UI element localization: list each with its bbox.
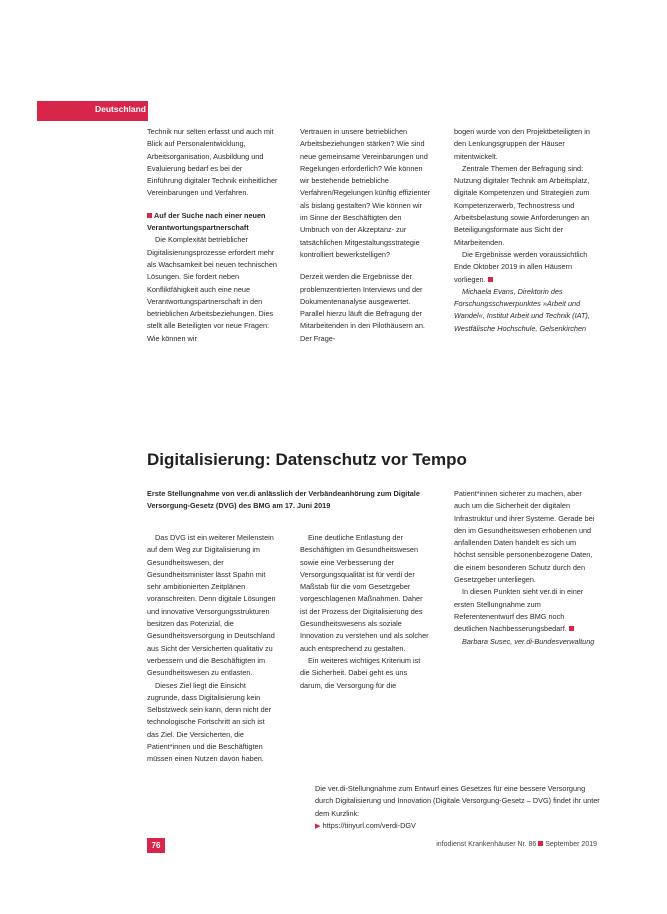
arrow-right-icon: ▶ (315, 820, 321, 830)
article-headline: Digitalisierung: Datenschutz vor Tempo (147, 450, 467, 469)
square-bullet-icon (147, 213, 152, 218)
square-separator-icon (538, 841, 543, 846)
link-note (315, 783, 605, 832)
paragraph-text: Die Ergebnisse werden voraussichtlich Ende Oktober 2019 in allen Häusern vorliegen. (454, 249, 588, 284)
paragraph-text: In diesen Punkten sieht ver.di in einer ersten Stellungnahme zum Referentenentwurf des BMG noch deutlichen Nachbesserungsbedarf. (454, 587, 584, 634)
paragraph: Ein weiteres wichtiges Kriterium ist die Sicherheit. Dabei geht es uns darum, die Versorgung für die (300, 655, 421, 690)
page-number: 76 (147, 838, 165, 853)
author-credit: Barbara Susec, ver.di-Bundesverwaltung (462, 636, 595, 646)
paragraph (454, 249, 599, 286)
article2-column-2 (300, 532, 431, 692)
subheading-text: Auf der Suche nach einer neuen Verantwortungspartnerschaft (147, 210, 266, 233)
article-column-1 (147, 126, 278, 345)
article-lead: Erste Stellungnahme von ver.di anlässlich der Verbändeanhörung zum Digitale Versorgung-Gesetz (DVG) des BMG am 17. Juni 2019 (147, 489, 420, 511)
publication-name: infodienst Krankenhäuser Nr. 86 (436, 841, 537, 848)
footer (436, 841, 597, 848)
paragraph: Derzeit werden die Ergebnisse der problemzentrierten Interviews und der Dokumentenanalyse ausgewertet. Parallel hierzu läuft die Befragung der Mitarbeitenden in den Pilothäusern an. Der Frage- (300, 272, 425, 343)
paragraph: Das DVG ist ein weiterer Meilenstein auf dem Weg zur Digitalisierung im Gesundheitswesen, der Gesundheitsminister lässt Spahn mit sehr ambitionierten Zeitplänen voranschreiten. Denn digitale Lösungen und innovative Versorgungsstrukturen besitzen das Potenzial, die Gesundheitsversorgung in Deutschland aus Sicht der Versicherten qualitativ zu verbessern und die Beschäftigten im Gesundheitswesen zu entlasten. (147, 533, 276, 678)
paragraph: Eine deutliche Entlastung der Beschäftigten im Gesundheitswesen sowie eine Verbesserung der Versorgungsqualität ist für verdi der Maßstab für die vom Gesetzgeber vorgeschlagenen Maßnahmen. Daher ist der Prozess der Digitalisierung des Gesundheitswesens als soziale Innovation zu verstehen und als solcher auch entsprechend zu gestalten. (300, 533, 429, 653)
note-link-line (315, 820, 605, 832)
article2-column-3 (454, 488, 599, 648)
paragraph: bogen wurde von den Projektbeteiligten in den Lenkungsgruppen der Häuser mitentwickelt. (454, 127, 590, 161)
paragraph: Zentrale Themen der Befragung sind: Nutzung digitaler Technik am Arbeitsplatz, digitale Kompetenzen und Strategien zum Kompetenzerwerb, Technostress und Arbeitsbelastung sowie Anforderungen an Beteiligungsformate aus Sicht der Mitarbeitenden. (454, 163, 590, 247)
article-column-3 (454, 126, 599, 335)
square-end-icon (569, 626, 574, 631)
article-column-2 (300, 126, 431, 345)
paragraph: Dieses Ziel liegt die Einsicht zugrunde, dass Digitalisierung kein Selbstzweck sein kann, denn nicht der technologische Fortschritt an sich ist das Ziel. Die Versicherten, die Patient*innen und die Beschäftigten müssen einen Nutzen davon haben. (147, 680, 272, 764)
paragraph: Vertrauen in unsere betrieblichen Arbeitsbeziehungen stärken? Wie sind neue gemeinsame Vereinbarungen und Regelungen erforderlich? Wie können wir bestehende betriebliche Verfahren/Regelungen künftig effizienter als bislang gestalten? Wie können wir im Sinne der Beschäftigten den Umbruch von der Akzeptanz- zur tatsächlichen Mitgestaltungsstrategie kontrolliert bewerkstelligen? (300, 127, 431, 259)
paragraph: Patient*innen sicherer zu machen, aber auch um die Sicherheit der digitalen Infrastruktur und ihrer Systeme. Gerade bei den im Gesundheitswesen erhobenen und anfallenden Daten handelt es sich um höchst sensible personenbezogene Daten, die einem besonderen Schutz durch den Gesetzgeber unterliegen. (454, 489, 595, 585)
square-end-icon (488, 277, 493, 282)
subheading (147, 210, 278, 235)
paragraph: Die Komplexität betrieblicher Digitalisierungsprozesse erfordert mehr als Wachsamkeit bei neuen technischen Lösungen. Sie fordert neben Konfliktfähigkeit auch eine neue Verantwortungspartnerschaft in den betrieblichen Arbeitsbeziehungen. Dies stellt alle Beteiligten vor neue Fragen: Wie können wir (147, 235, 277, 343)
article2-column-1 (147, 532, 278, 766)
paragraph: Technik nur selten erfasst und auch mit Blick auf Personalentwicklung, Arbeitsorganisation, Ausbildung und Evaluierung bedarf es bei der Einführung digitaler Technik einheitlicher Vereinbarungen und Verfahren. (147, 127, 278, 198)
author-credit: Michaela Evans, Direktorin des Forschungsschwerpunktes »Arbeit und Wandel«, Institut Arbeit und Technik (IAT), Westfälische Hochschule, Gelsenkirchen (454, 286, 590, 333)
short-link[interactable]: https://tinyurl.com/verdi-DGV (322, 820, 416, 830)
issue-date: September 2019 (545, 841, 597, 848)
paragraph (454, 586, 599, 635)
note-text: Die ver.di-Stellungnahme zum Entwurf eines Gesetzes für eine bessere Versorgung durch Digitalisierung und Innovation (Digitale Versorgung-Gesetz – DVG) findet ihr unter dem Kurzlink: (315, 784, 600, 818)
section-tag: Deutschland (37, 101, 148, 121)
